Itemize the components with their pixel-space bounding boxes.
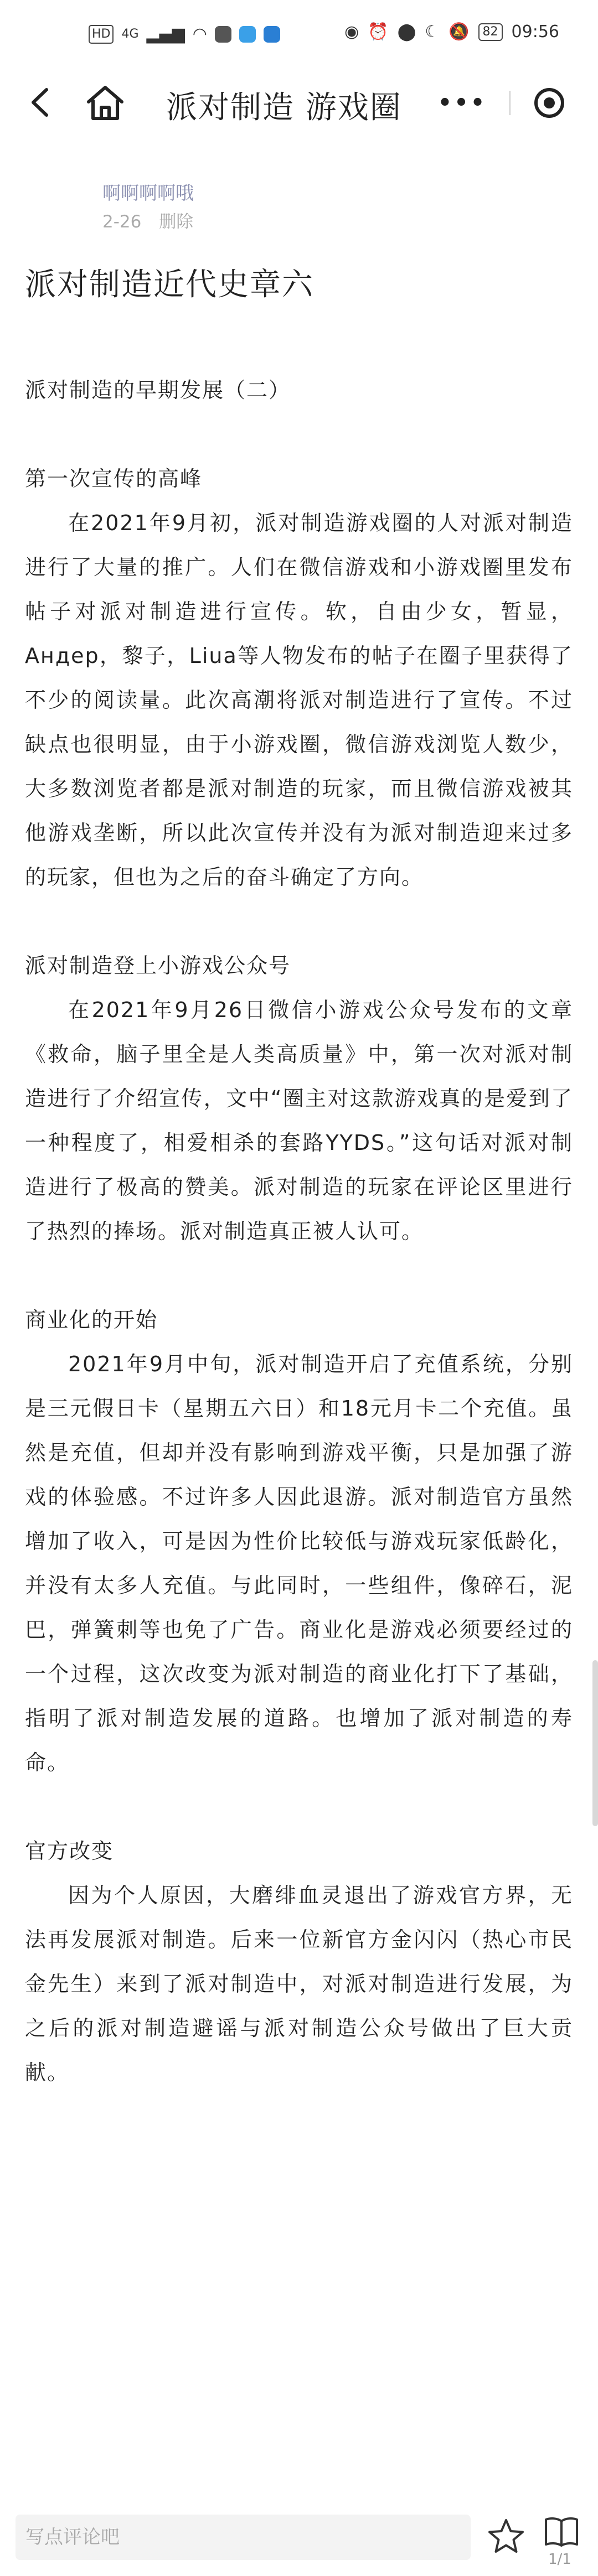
section-heading: 派对制造的早期发展（二）: [25, 378, 291, 402]
location-icon: ⬤: [397, 22, 416, 42]
home-icon: [83, 81, 127, 125]
section-heading: 第一次宣传的高峰: [25, 467, 203, 491]
signal-icon: ▂▄▆: [146, 24, 185, 44]
home-button[interactable]: [83, 81, 127, 125]
chevron-left-icon: [22, 83, 61, 122]
delete-button[interactable]: 删除: [159, 212, 194, 232]
status-left-icons: [89, 24, 280, 44]
star-icon: [486, 2517, 526, 2557]
article-title: 派对制造近代史章六: [25, 267, 314, 303]
mini-program-capsule: [426, 81, 587, 125]
hd-badge: HD: [89, 25, 114, 44]
paragraph-gap: [25, 1253, 573, 1298]
article-paragraph: 在2021年9月26日微信小游戏公众号发布的文章《救命，脑子里全是人类高质量》中，第一次对派对制造进行了介绍宣传，文中“圈主对这款游戏真的是爱到了一种程度了，相爱相杀的套路YYDS。”这句话对派对制造进行了极高的赞美。派对制造的玩家在评论区里进行了热烈的捧场。派对制造真正被人认可。: [25, 998, 573, 1243]
clock: 09:56: [511, 22, 559, 42]
status-bar: [0, 0, 598, 72]
wifi-icon: ◠: [192, 24, 207, 44]
bottom-bar: [0, 2507, 598, 2576]
moon-icon: ☾: [425, 22, 440, 42]
app-notification-icon: [264, 26, 280, 43]
alarm-icon: ⏰: [368, 22, 389, 42]
scrollbar-thumb[interactable]: [592, 1660, 598, 1826]
post-meta: [102, 208, 205, 232]
status-right-icons: [344, 22, 559, 42]
battery-icon: 82: [478, 23, 503, 41]
eye-icon: ◉: [344, 22, 359, 42]
app-notification-icon: [215, 26, 231, 43]
article-body: [25, 368, 573, 2095]
article-paragraph: 因为个人原因，大磨绯血灵退出了游戏官方界，无法再发展派对制造。后来一位新官方金闪闪（热心市民金先生）来到了派对制造中，对派对制造进行发展，为之后的派对制造避谣与派对制造公众号做出了巨大贡献。: [25, 1883, 573, 2085]
back-button[interactable]: [22, 83, 61, 122]
article-paragraph: 在2021年9月初，派对制造游戏圈的人对派对制造进行了大量的推广。人们在微信游戏和小游戏圈里发布帖子对派对制造进行宣传。软，自由少女，暂显，Андер，黎子，Liua等人物发布的帖子在圈子里获得了不少的阅读量。此次高潮将派对制造进行了宣传。不过缺点也很明显，由于小游戏圈，微信游戏浏览人数少，大多数浏览者都是派对制造的玩家，而且微信游戏被其他游戏垄断，所以此次宣传并没有为派对制造迎来过多的玩家，但也为之后的奋斗确定了方向。: [25, 511, 573, 889]
page-title: 派对制造 游戏圈: [166, 90, 402, 126]
author-name[interactable]: 啊啊啊啊哦: [102, 182, 194, 204]
page-count: 1/1: [548, 2551, 571, 2568]
network-type: 4G: [121, 27, 139, 41]
page-index-button[interactable]: [544, 2515, 579, 2548]
section-heading: 商业化的开始: [25, 1308, 158, 1332]
comment-input[interactable]: [16, 2515, 471, 2560]
close-circle-icon: [532, 85, 567, 121]
app-notification-icon: [239, 26, 256, 43]
paragraph-gap: [25, 899, 573, 944]
close-button[interactable]: [532, 85, 567, 121]
paragraph-gap: [25, 1785, 573, 1829]
capsule-divider: [509, 91, 511, 115]
article-paragraph: 2021年9月中旬，派对制造开启了充值系统，分别是三元假日卡（星期五六日）和18元月卡二个充值。虽然是充值，但却并没有影响到游戏平衡，只是加强了游戏的体验感。不过许多人因此退游。派对制造官方虽然增加了收入，可是因为性价比较低与游戏玩家低龄化，并没有太多人充值。与此同时，一些组件，像碎石，泥巴，弹簧刺等也免了广告。商业化是游戏必须要经过的一个过程，这次改变为派对制造的商业化打下了基础，指明了派对制造发展的道路。也增加了派对制造的寿命。: [25, 1352, 573, 1775]
favorite-button[interactable]: [486, 2517, 526, 2557]
open-book-icon: [544, 2515, 579, 2548]
section-heading: 派对制造登上小游戏公众号: [25, 953, 291, 978]
post-date: 2-26: [102, 212, 142, 232]
mute-icon: 🔕: [448, 22, 470, 42]
nav-bar: [0, 72, 598, 133]
section-heading: 官方改变: [25, 1839, 114, 1863]
paragraph-gap: [25, 412, 573, 457]
more-button[interactable]: •••: [437, 90, 487, 116]
